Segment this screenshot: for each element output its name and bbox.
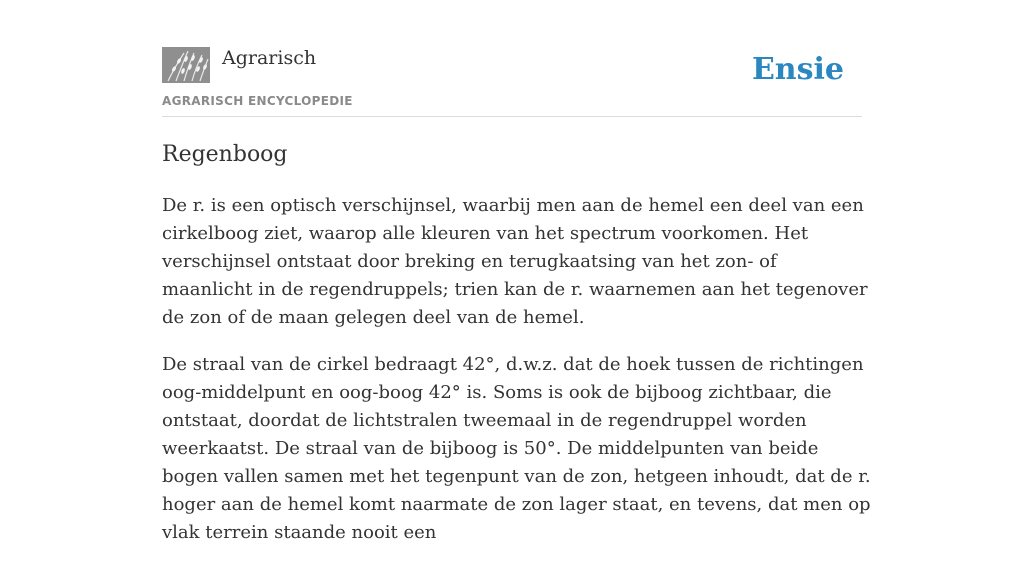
page-title: Regenboog <box>162 142 288 167</box>
paragraph: De r. is een optisch verschijnsel, waarbij men aan de hemel een deel van een cirkelboog ziet, waarop alle kleuren van het spectrum voorkomen. Het verschijnsel ontstaat door breking en terugkaatsing van het zon- of maanlicht in de regendruppels; trien kan de r. waarnemen aan het tegenover de zon of de maan gelegen deel van de hemel. <box>162 195 868 328</box>
source-name[interactable]: Agrarisch <box>222 47 317 69</box>
brand-logo[interactable]: Ensie <box>751 52 844 87</box>
article-body <box>162 192 872 566</box>
paragraph: De straal van de cirkel bedraagt 42°, d.w.z. dat de hoek tussen de richtingen oog-middelpunt en oog-boog 42° is. Soms is ook de bijboog zichtbaar, die ontstaat, doordat de lichtstralen tweemaal in de regendruppel worden weerkaatst. De straal van de bijboog is 50°. De middelpunten van beide bogen vallen samen met het tegenpunt van de zon, hetgeen inhoudt, dat de r. hoger aan de hemel komt naarmate de zon lager staat, en tevens, dat men op vlak terrein staande nooit een <box>162 354 871 543</box>
wheat-icon[interactable] <box>162 47 210 83</box>
source-header <box>162 44 862 117</box>
source-subtitle[interactable]: AGRARISCH ENCYCLOPEDIE <box>162 94 353 108</box>
